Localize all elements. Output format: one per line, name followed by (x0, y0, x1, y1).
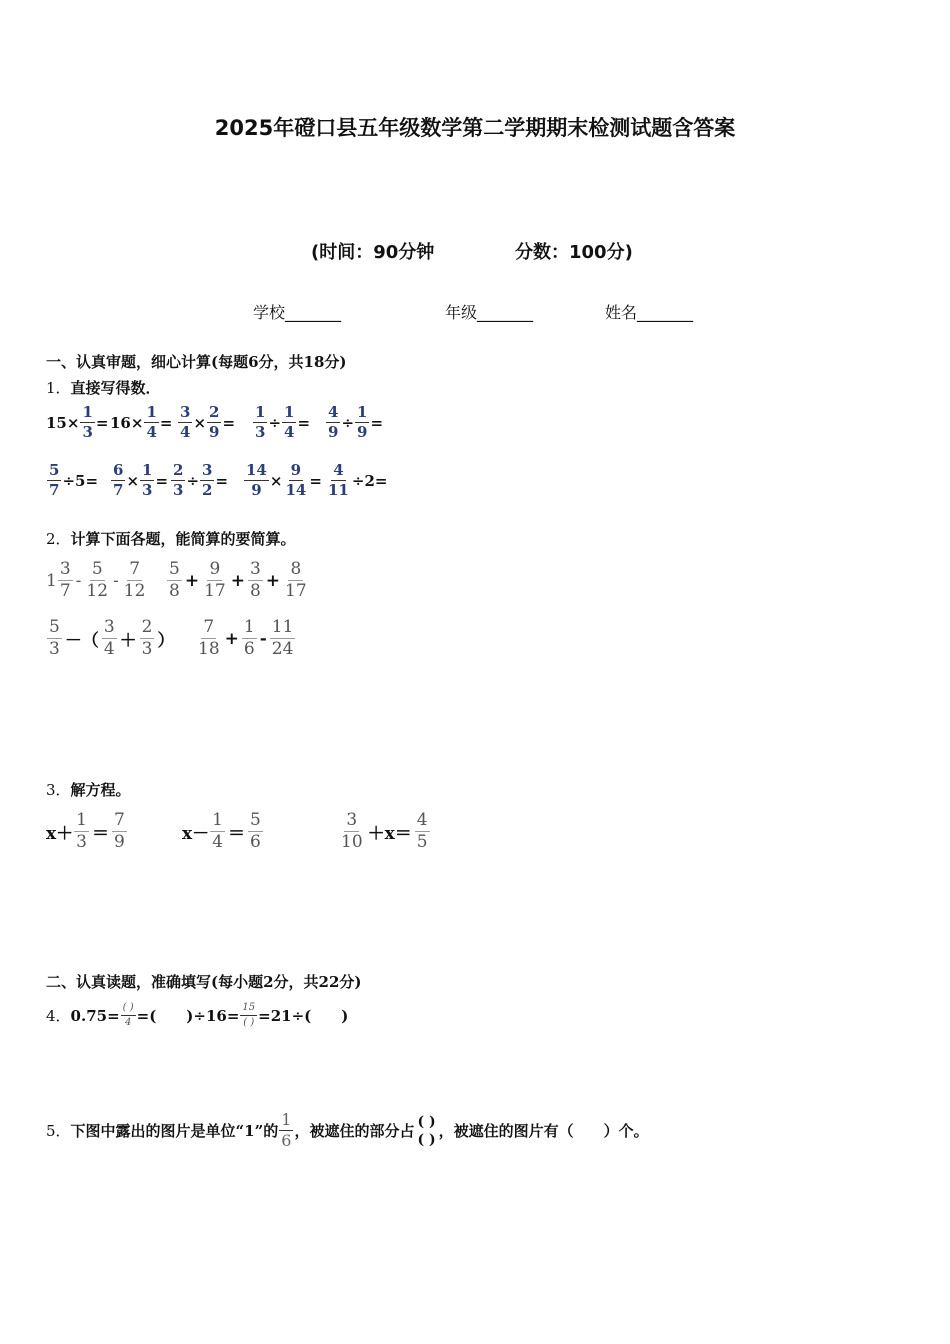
q2-item-d: 7 18 + $\frac{1}{6}$ - 11 24 (198, 617, 294, 659)
fraction: 15 ( ) (242, 1002, 256, 1028)
fraction: 5 8 (169, 559, 180, 601)
question-4: 4． 0.75= ( ) 4 =( )÷16= 15 ( ) =21÷( ) (46, 1002, 349, 1028)
question-3: 3．解方程。 (46, 781, 131, 799)
q1-item-j: $\frac{4}{11}$ ÷2= (328, 461, 388, 499)
q3-item-b: x－ 1 4 ＝ 5 6 (182, 810, 261, 852)
fraction: $\frac{1}{4}$ (284, 403, 295, 441)
blank-fraction: ( ) ( ) (417, 1113, 436, 1148)
grade-field: 年级_______ (445, 303, 534, 322)
q1-item-e: $\frac{4}{9}$ ÷ $\frac{1}{9}$ = (328, 403, 384, 441)
q2-item-a: 1 3 7 - 5 12 - 7 12 (46, 559, 146, 601)
question-number: 1． (46, 379, 71, 397)
q2-item-c: 5 3 －（ 3 4 ＋ 2 3 ） (49, 617, 175, 659)
name-field: 姓名_______ (605, 303, 694, 322)
q1-item-i: $\frac{14}{9}$ × $\frac{9}{14}$ = (246, 461, 322, 499)
fraction: $\frac{3}{4}$ (180, 403, 191, 441)
fraction: $\frac{1}{4}$ (146, 403, 157, 441)
q1-item-a: 15× $\frac{1}{3}$ = (46, 403, 109, 441)
fraction: $\frac{1}{6}$ (243, 617, 255, 659)
question-2: 2．计算下面各题，能简算的要简算。 (46, 530, 296, 548)
fraction: 1 4 (212, 810, 223, 852)
q2-item-b: 5 8 + $\frac{9}{17}$ + $\frac{3}{8}$ + $\frac{8}{17}$ (169, 559, 307, 601)
fraction: 1 3 (76, 810, 87, 852)
document-title: 2025年磴口县五年级数学第二学期期末检测试题含答案 (214, 116, 736, 140)
fraction: 3 4 (103, 617, 115, 659)
fraction: ( ) 4 (122, 1002, 134, 1028)
time-label: (时间：90分钟 (311, 242, 435, 263)
fraction: $\frac{1}{3}$ (255, 403, 266, 441)
fraction: $\frac{9}{14}$ (285, 461, 307, 499)
fraction: $\frac{14}{9}$ (246, 461, 267, 499)
q3-item-c: 3 10 ＋x＝ 4 5 (341, 810, 428, 852)
fraction: $\frac{4}{11}$ (328, 461, 349, 499)
school-field: 学校_______ (253, 303, 342, 322)
q1-item-b: 16× $\frac{1}{4}$ = (110, 403, 173, 441)
fraction: $\frac{2}{3}$ (173, 461, 184, 499)
fraction: $\frac{8}{17}$ (285, 559, 307, 601)
fraction: 5 3 (49, 617, 60, 659)
fraction: 4 5 (416, 810, 428, 852)
fraction: $\frac{9}{17}$ (204, 559, 226, 601)
fraction: 5 12 (86, 559, 109, 601)
fraction: $\frac{1}{9}$ (357, 403, 368, 441)
fraction: 5 6 (249, 810, 261, 852)
fraction: 2 3 (141, 617, 153, 659)
question-text: 直接写得数． (70, 379, 161, 397)
q3-item-a: x＋ 1 3 ＝ 7 9 (46, 810, 125, 852)
question-1 (46, 377, 161, 398)
section-2-heading: 二、认真读题，准确填写(每小题2分，共22分) (46, 973, 362, 991)
fraction: $\frac{6}{7}$ (113, 461, 124, 499)
fraction: 7 18 (198, 617, 220, 659)
q1-item-h: $\frac{2}{3}$ ÷ $\frac{3}{2}$ = (173, 461, 229, 499)
fraction: 11 24 (271, 617, 294, 659)
fraction: $\frac{5}{7}$ (49, 461, 60, 499)
fraction: 1 6 (281, 1110, 292, 1150)
question-5: 5． 下图中露出的图片是单位“1”的 1 6 ，被遮住的部分占 ( ) ( ) ，被遮住的图片有（ ）个。 (46, 1110, 649, 1150)
fraction: 7 9 (113, 810, 125, 852)
fraction: $\frac{3}{8}$ (249, 559, 261, 601)
fraction: $\frac{4}{9}$ (328, 403, 339, 441)
fraction: $\frac{1}{3}$ (82, 403, 93, 441)
q1-item-d: $\frac{1}{3}$ ÷ $\frac{1}{4}$ = (255, 403, 311, 441)
score-label: 分数：100分) (515, 242, 633, 263)
fraction: $\frac{1}{3}$ (142, 461, 153, 499)
section-1-heading: 一、认真审题，细心计算(每题6分，共18分) (46, 353, 347, 371)
fraction: $\frac{3}{2}$ (202, 461, 213, 499)
fraction: $\frac{2}{9}$ (209, 403, 220, 441)
q1-item-c: $\frac{3}{4}$ × $\frac{2}{9}$ = (180, 403, 236, 441)
fraction: 3 10 (341, 810, 363, 852)
q1-item-g: $\frac{6}{7}$ × $\frac{1}{3}$ = (113, 461, 169, 499)
fraction: 3 7 (59, 559, 71, 601)
q1-item-f: $\frac{5}{7}$ ÷5= (49, 461, 99, 499)
fraction: 7 12 (123, 559, 146, 601)
